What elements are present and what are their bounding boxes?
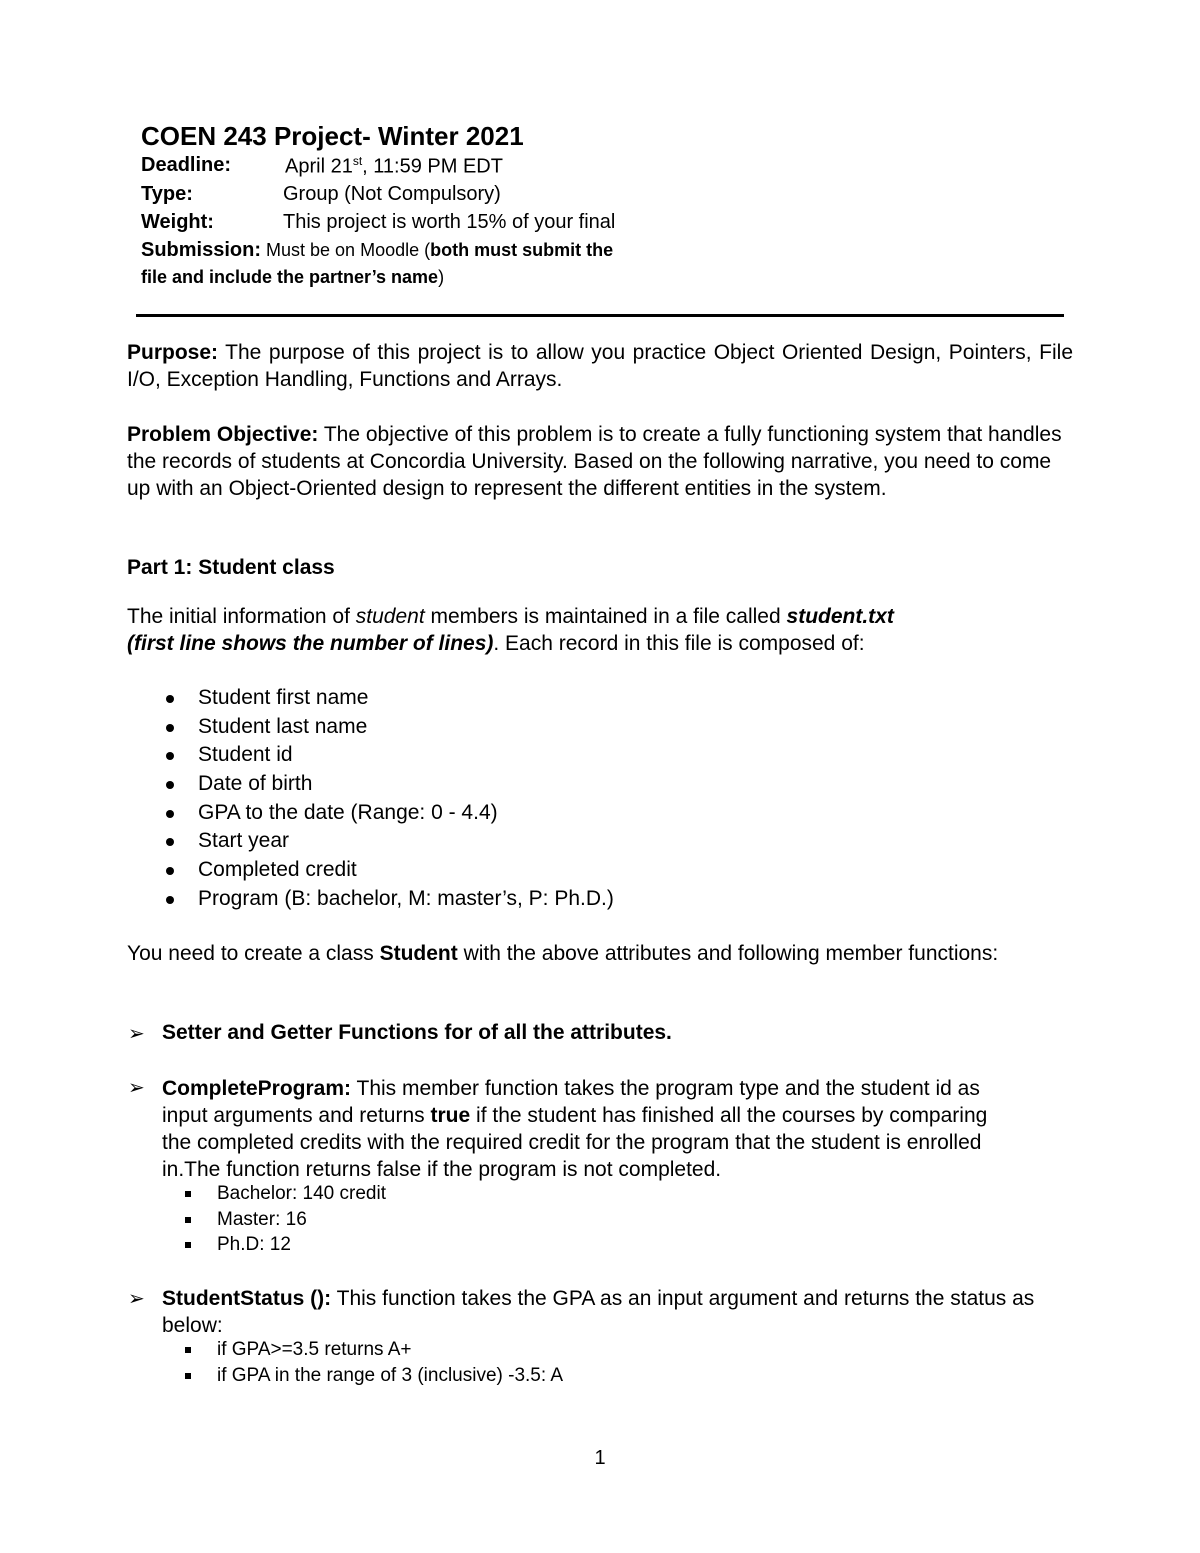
credit-requirements-list <box>183 1181 386 1258</box>
deadline-value: April 21st, 11:59 PM EDT <box>285 154 503 178</box>
square-bullet-icon <box>185 1373 191 1379</box>
purpose-paragraph: Purpose: The purpose of this project is to allow you practice Object Oriented Design, Pointers, File I/O, Exception Handling, Functions and Arrays. <box>127 341 1073 391</box>
list-item: Student first name <box>162 684 614 713</box>
bullet-icon <box>166 724 174 732</box>
list-item: Student id <box>162 741 614 770</box>
part1-heading: Part 1: Student class <box>127 556 335 579</box>
bullet-icon <box>166 781 174 789</box>
list-item: Completed credit <box>162 856 614 885</box>
bullet-icon <box>166 810 174 818</box>
weight-label: Weight: <box>141 211 214 233</box>
bullet-icon <box>166 752 174 760</box>
part1-intro: The initial information of student members is maintained in a file called student.txt (first line shows the number of lines). Each record in this file is composed of: <box>127 605 894 655</box>
status-rules-list <box>183 1337 563 1388</box>
square-bullet-icon <box>185 1191 191 1197</box>
page-number: 1 <box>594 1447 606 1469</box>
submission-label: Submission: <box>141 239 262 261</box>
class-description: You need to create a class Student with the above attributes and following member functions: <box>127 942 999 965</box>
deadline-label: Deadline: <box>141 154 232 176</box>
arrow-icon: ➢ <box>128 1288 145 1310</box>
student-status-label: StudentStatus (): <box>162 1287 332 1310</box>
objective-label: Problem Objective: <box>127 423 319 446</box>
bullet-icon <box>166 867 174 875</box>
list-item: Bachelor: 140 credit <box>183 1181 386 1207</box>
student-fields-list <box>162 684 614 914</box>
square-bullet-icon <box>185 1242 191 1248</box>
type-label: Type: <box>141 183 193 205</box>
submission-line-1: Submission: Must be on Moodle (both must submit the <box>141 239 614 261</box>
list-item: if GPA in the range of 3 (inclusive) -3.5: A <box>183 1363 563 1389</box>
list-item: Master: 16 <box>183 1207 386 1233</box>
list-item: Ph.D: 12 <box>183 1232 386 1258</box>
complete-program-item: CompleteProgram: This member function takes the program type and the student id as input arguments and returns true if the student has finished all the courses by comparing the completed credits with the required credit for the program that the student is enrolled in.The function returns false if the program is not completed. <box>162 1077 988 1181</box>
bullet-icon <box>166 896 174 904</box>
weight-value: This project is worth 15% of your final <box>283 211 616 233</box>
objective-paragraph: Problem Objective: The objective of this problem is to create a fully functioning system that handles the records of students at Concordia University. Based on the following narrative, you need to come up with an Object-Oriented design to represent the different entities in the system. <box>127 423 1062 500</box>
type-value: Group (Not Compulsory) <box>283 183 501 205</box>
list-item: if GPA>=3.5 returns A+ <box>183 1337 563 1363</box>
square-bullet-icon <box>185 1217 191 1223</box>
bullet-icon <box>166 695 174 703</box>
file-name: student.txt <box>786 605 894 628</box>
arrow-icon: ➢ <box>128 1023 145 1045</box>
complete-program-label: CompleteProgram: <box>162 1077 352 1100</box>
student-status-item: StudentStatus (): This function takes the GPA as an input argument and returns the status as below: <box>162 1287 1035 1337</box>
class-name: Student <box>379 942 458 965</box>
list-item: Student last name <box>162 713 614 742</box>
document-title: COEN 243 Project- Winter 2021 <box>141 121 524 151</box>
square-bullet-icon <box>185 1347 191 1353</box>
setter-getter-item: Setter and Getter Functions for of all the attributes. <box>162 1021 672 1044</box>
submission-line-2: file and include the partner’s name) <box>141 267 445 287</box>
bullet-icon <box>166 838 174 846</box>
header-divider <box>136 314 1064 317</box>
deadline-row <box>141 154 231 177</box>
purpose-label: Purpose: <box>127 341 219 364</box>
list-item: GPA to the date (Range: 0 - 4.4) <box>162 799 614 828</box>
list-item: Date of birth <box>162 770 614 799</box>
list-item: Start year <box>162 827 614 856</box>
arrow-icon: ➢ <box>128 1077 145 1099</box>
list-item: Program (B: bachelor, M: master’s, P: Ph.D.) <box>162 885 614 914</box>
